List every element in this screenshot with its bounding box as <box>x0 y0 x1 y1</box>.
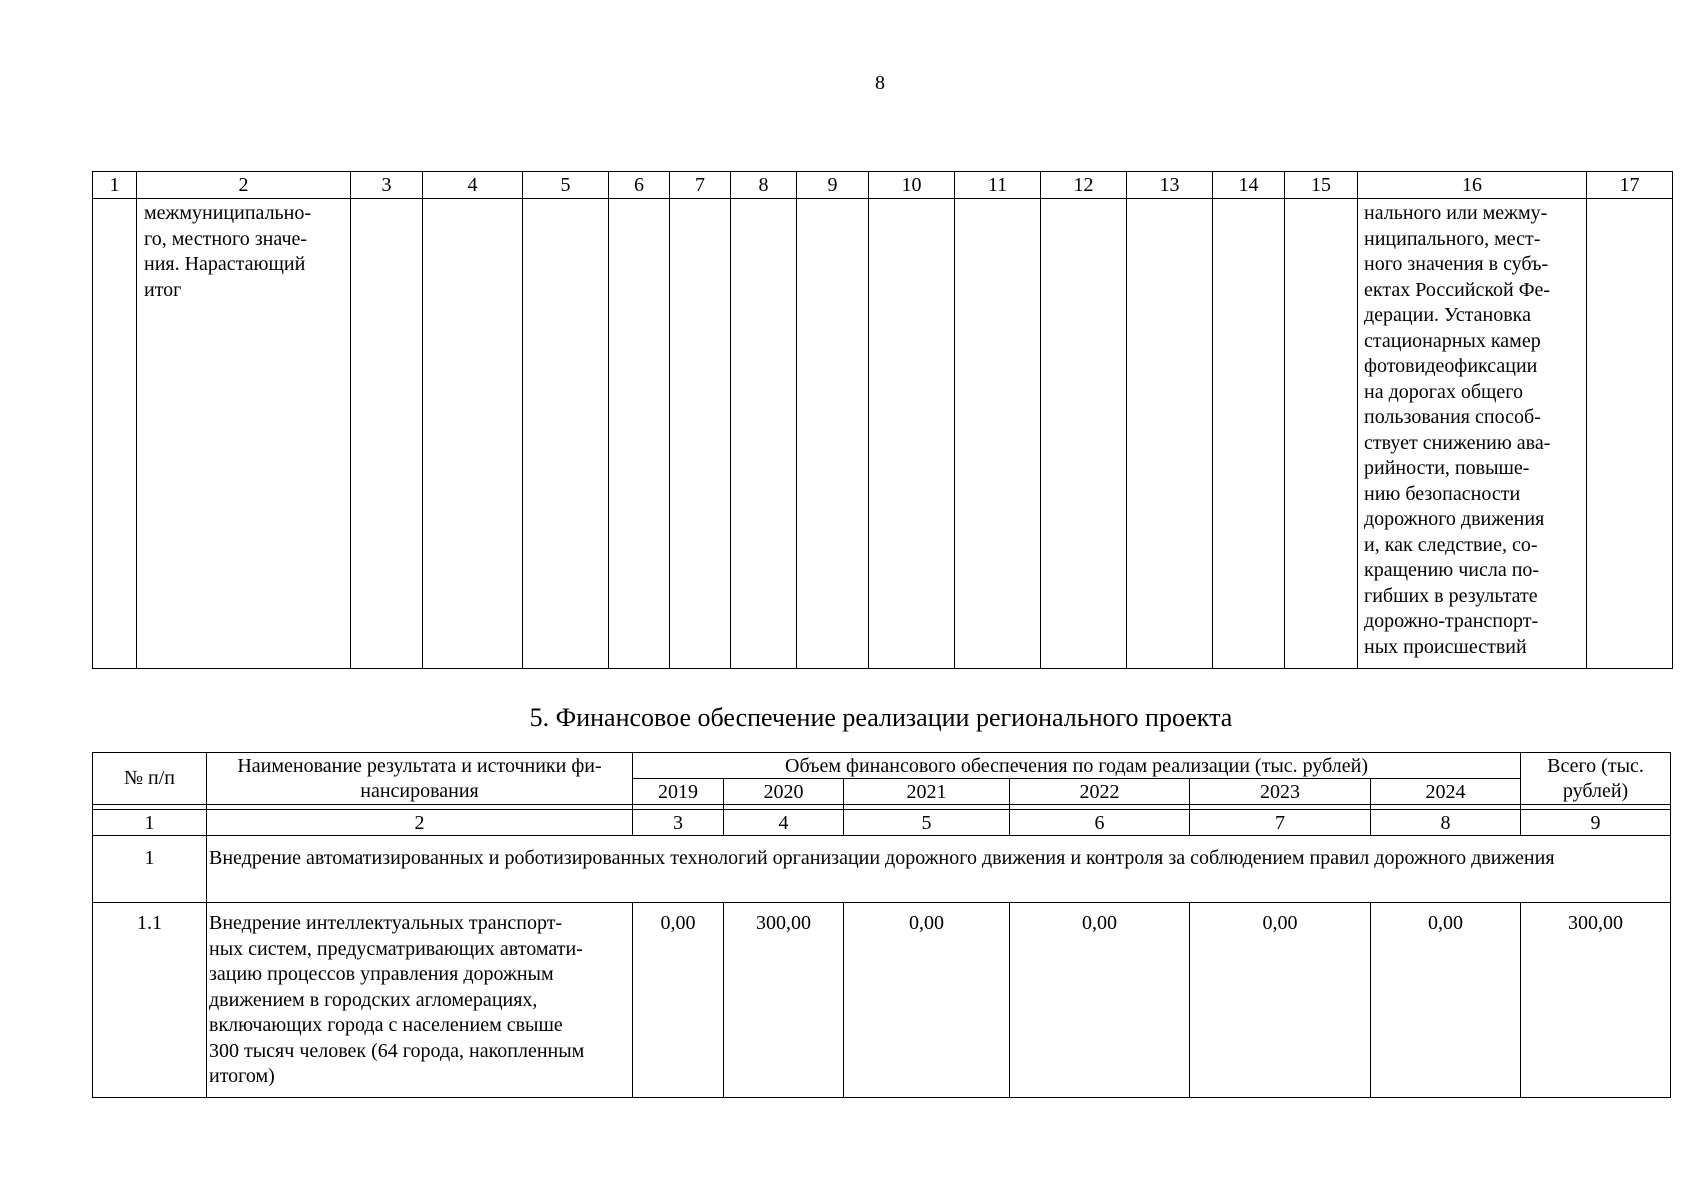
indicator-name-cell <box>137 199 351 669</box>
cell <box>1213 199 1285 669</box>
col-num-2: 2 <box>207 810 633 836</box>
col-num-4: 4 <box>724 810 844 836</box>
col-num-7: 7 <box>1190 810 1371 836</box>
year-2022: 2022 <box>1010 779 1190 805</box>
col-num-14: 14 <box>1213 172 1285 199</box>
cell <box>731 199 797 669</box>
value-2021: 0,00 <box>844 903 1010 1098</box>
col-num-4: 4 <box>423 172 523 199</box>
col-num-8: 8 <box>731 172 797 199</box>
group-title: Внедрение автоматизированных и роботизированных технологий организации дорожного движения и контроля за соблюдением правил дорожного движения <box>207 836 1671 903</box>
cell <box>955 199 1041 669</box>
value-2019: 0,00 <box>633 903 724 1098</box>
cell <box>869 199 955 669</box>
col-num-3: 3 <box>633 810 724 836</box>
col-num-10: 10 <box>869 172 955 199</box>
col-num-8: 8 <box>1371 810 1521 836</box>
cell <box>670 199 731 669</box>
year-2019: 2019 <box>633 779 724 805</box>
column-number-row <box>93 810 1671 836</box>
row-num: 1.1 <box>93 903 207 1098</box>
col-num-5: 5 <box>844 810 1010 836</box>
header-row-1 <box>93 753 1671 779</box>
cell <box>351 199 423 669</box>
col-num-2: 2 <box>137 172 351 199</box>
year-2020: 2020 <box>724 779 844 805</box>
col-num-12: 12 <box>1041 172 1127 199</box>
cell <box>609 199 670 669</box>
page-number: 8 <box>875 72 885 94</box>
col-num-3: 3 <box>351 172 423 199</box>
table-row <box>93 903 1671 1098</box>
col-num-6: 6 <box>1010 810 1190 836</box>
description-cell <box>1358 199 1587 669</box>
value-2020: 300,00 <box>724 903 844 1098</box>
col-num-9: 9 <box>1521 810 1671 836</box>
value-2023: 0,00 <box>1190 903 1371 1098</box>
value-2022: 0,00 <box>1010 903 1190 1098</box>
cell <box>1041 199 1127 669</box>
cell <box>523 199 609 669</box>
cell <box>93 199 137 669</box>
cell <box>797 199 869 669</box>
description-text: нального или межму- ниципального, мест- ного значения в субъ- ектах Российской Фе- дерации. Установка стационарных камер фотовидеофиксации на дорогах общего пользования способ- ствует снижению ава- рийности, повыше- нию безопасности дорожного движения и, как следствие, со- кращению числа по- гибших в результате дорожно-транспорт- ных происшествий <box>1364 202 1551 658</box>
header-total: Всего (тыс. рублей) <box>1521 753 1671 805</box>
column-number-row <box>93 172 1673 199</box>
row-name: Внедрение интеллектуальных транспорт- ных систем, предусматривающих автомати- зацию процессов управления дорожным движением в городских агломерациях, включающих города с населением свыше 300 тысяч человек (64 города, накопленным итогом) <box>207 903 633 1098</box>
col-num-1: 1 <box>93 172 137 199</box>
cell <box>1285 199 1358 669</box>
section-title: 5. Финансовое обеспечение реализации регионального проекта <box>529 703 1233 732</box>
header-volume: Объем финансового обеспечения по годам реализации (тыс. рублей) <box>633 753 1521 779</box>
table-row <box>93 199 1673 669</box>
indicators-table-continuation <box>92 171 1673 669</box>
year-2024: 2024 <box>1371 779 1521 805</box>
col-num-7: 7 <box>670 172 731 199</box>
financing-table <box>92 752 1671 1098</box>
col-num-9: 9 <box>797 172 869 199</box>
header-num: № п/п <box>93 753 207 805</box>
header-name: Наименование результата и источники фи- нансирования <box>207 753 633 805</box>
value-total: 300,00 <box>1521 903 1671 1098</box>
col-num-6: 6 <box>609 172 670 199</box>
col-num-17: 17 <box>1587 172 1673 199</box>
group-row <box>93 836 1671 903</box>
col-num-15: 15 <box>1285 172 1358 199</box>
year-2023: 2023 <box>1190 779 1371 805</box>
col-num-1: 1 <box>93 810 207 836</box>
col-num-11: 11 <box>955 172 1041 199</box>
group-num: 1 <box>93 836 207 903</box>
col-num-13: 13 <box>1127 172 1213 199</box>
col-num-16: 16 <box>1358 172 1587 199</box>
cell <box>423 199 523 669</box>
value-2024: 0,00 <box>1371 903 1521 1098</box>
indicator-name-text: межмуниципально- го, местного значе- ния. Нарастающий итог <box>144 202 312 301</box>
cell <box>1587 199 1673 669</box>
col-num-5: 5 <box>523 172 609 199</box>
cell <box>1127 199 1213 669</box>
year-2021: 2021 <box>844 779 1010 805</box>
